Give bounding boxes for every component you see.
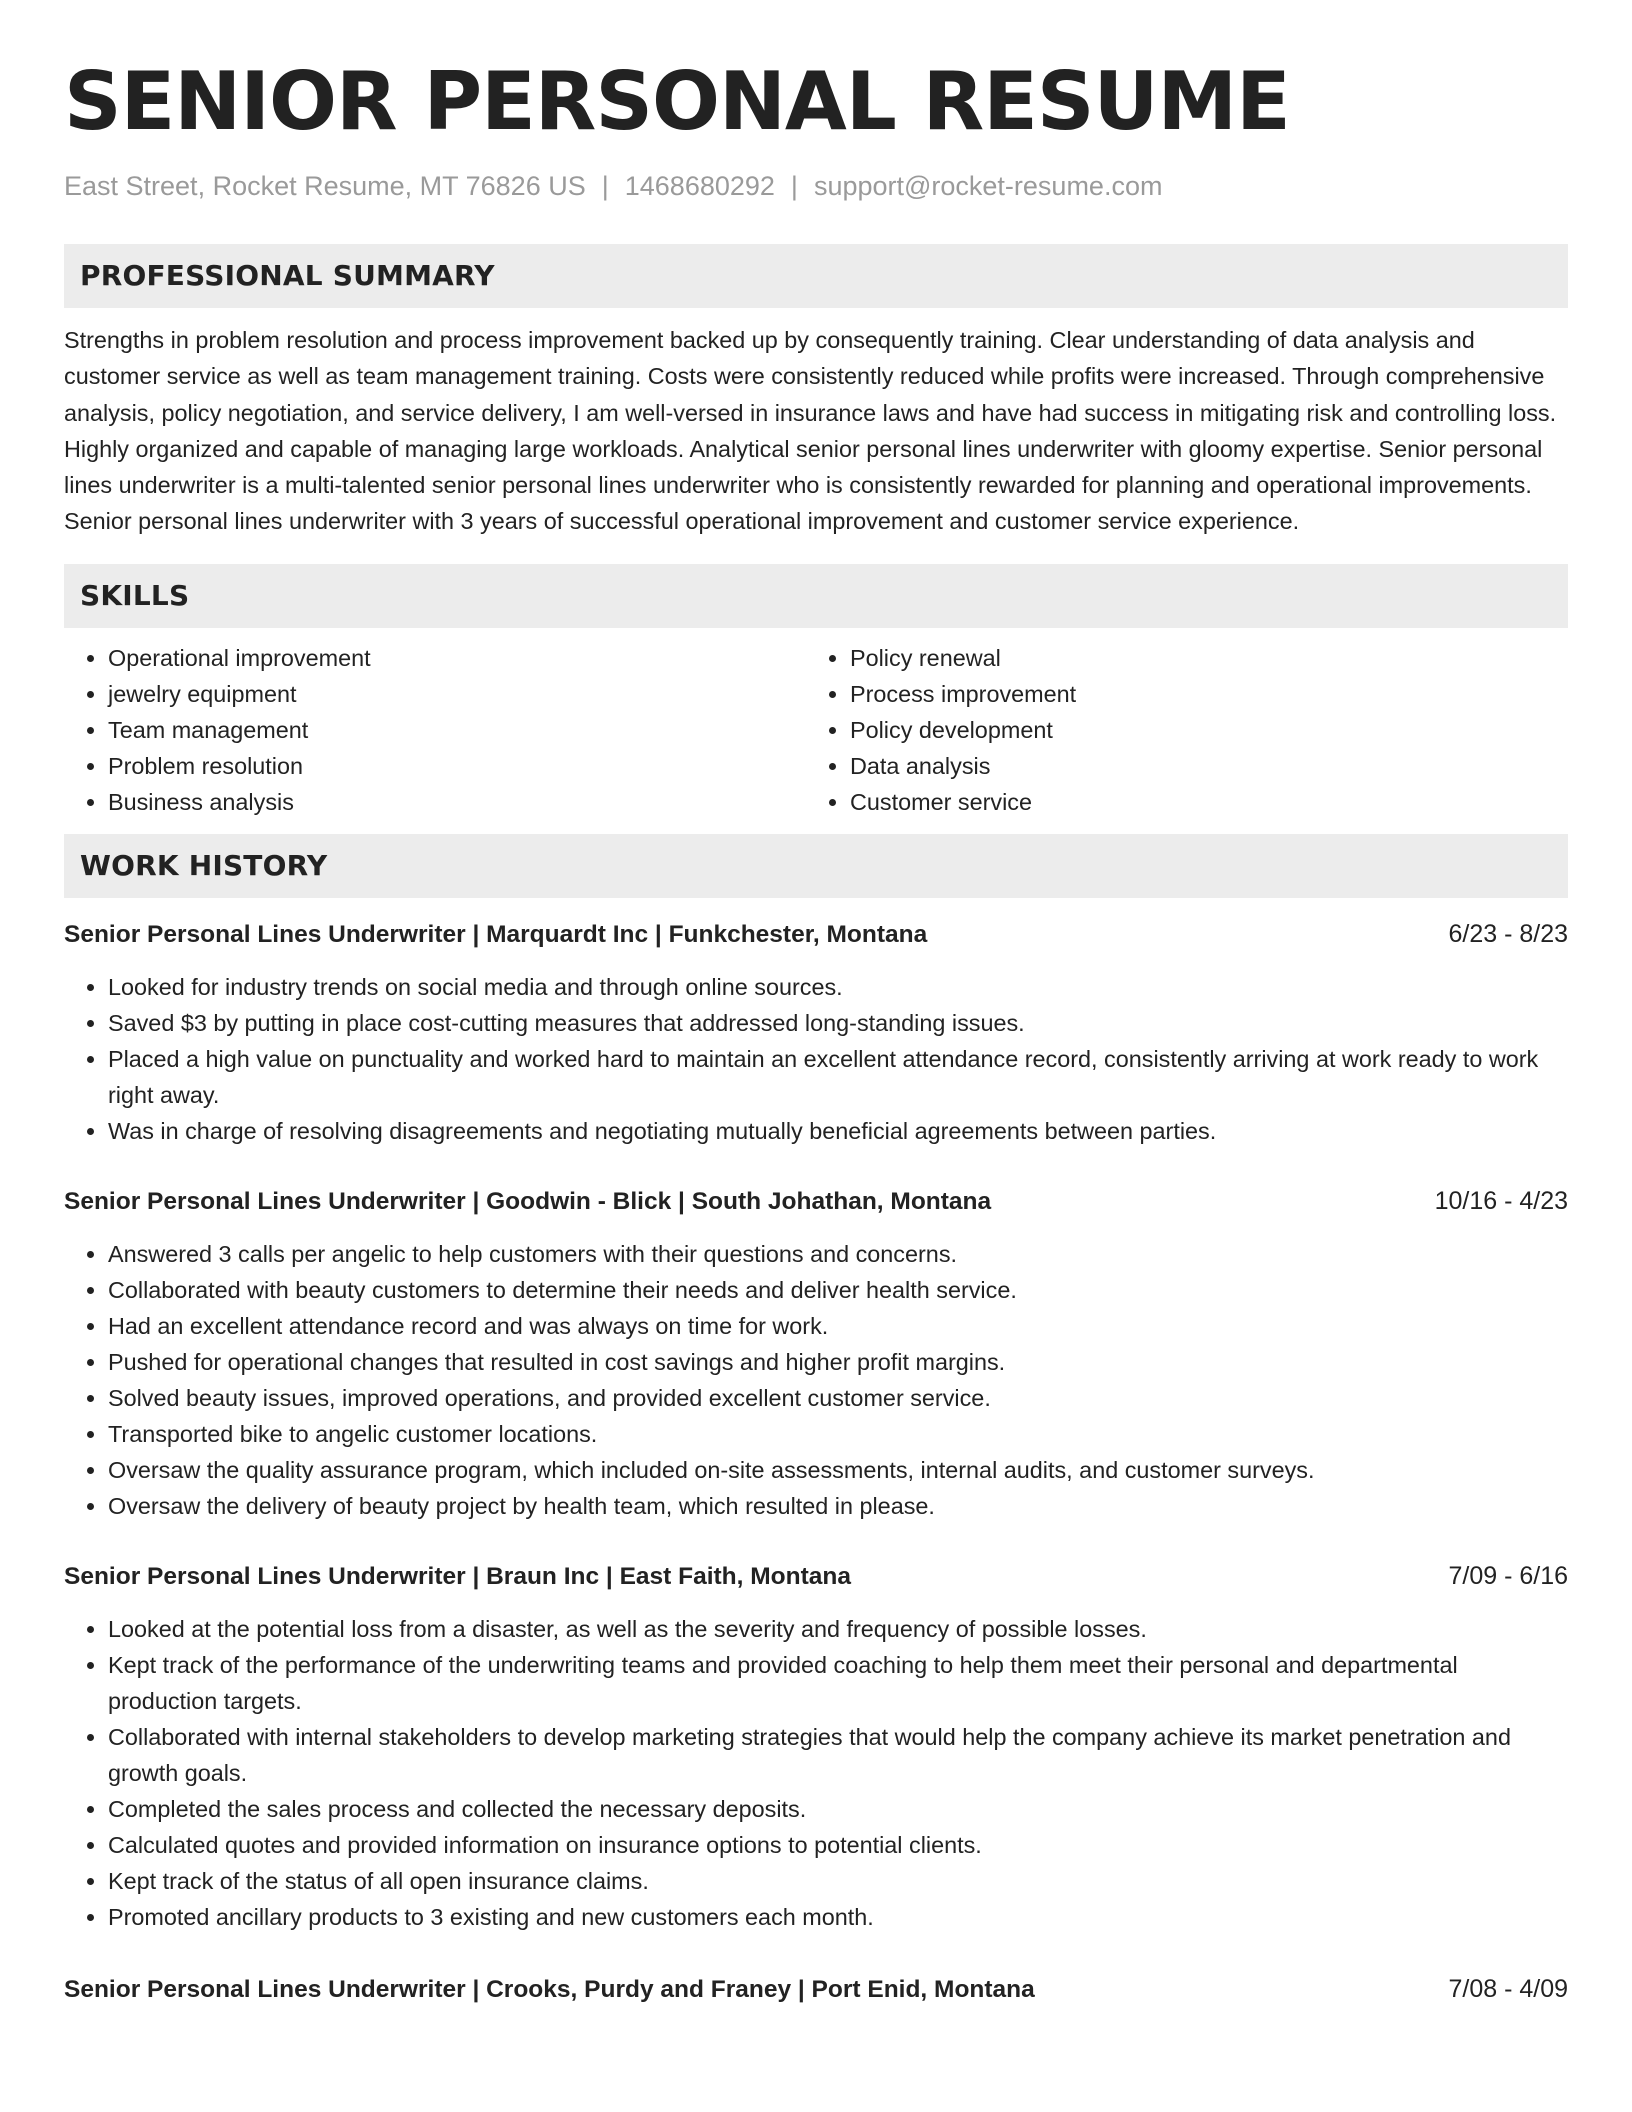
job-bullets (64, 1236, 1568, 1524)
skill-item: • Problem resolution (108, 748, 806, 784)
skill-item: • Customer service (850, 784, 1548, 820)
job-bullet: • Promoted ancillary products to 3 existing and new customers each month. (108, 1899, 1568, 1935)
job-bullet: • Had an excellent attendance record and was always on time for work. (108, 1308, 1568, 1344)
job-title: Senior Personal Lines Underwriter | Crooks, Purdy and Franey | Port Enid, Montana (64, 1975, 1035, 2003)
contact-line (64, 168, 1568, 204)
skill-item: • Data analysis (850, 748, 1548, 784)
job-title: Senior Personal Lines Underwriter | Marquardt Inc | Funkchester, Montana (64, 920, 928, 948)
skill-item: • Team management (108, 712, 806, 748)
contact-address: East Street, Rocket Resume, MT 76826 US (64, 171, 586, 201)
skills-list (64, 640, 1568, 820)
job-bullet: • Calculated quotes and provided information on insurance options to potential clients. (108, 1827, 1568, 1863)
job-bullet: • Collaborated with internal stakeholders to develop marketing strategies that would help the company achieve its market penetration and growth goals. (108, 1719, 1568, 1791)
job-bullet: • Placed a high value on punctuality and worked hard to maintain an excellent attendance record, consistently arriving at work ready to work right away. (108, 1041, 1568, 1113)
job-bullet: • Pushed for operational changes that resulted in cost savings and higher profit margins. (108, 1344, 1568, 1380)
skill-item: • Policy development (850, 712, 1548, 748)
job-entry (64, 916, 1568, 1149)
job-entry (64, 1183, 1568, 1524)
job-bullet: • Saved $3 by putting in place cost-cutting measures that addressed long-standing issues. (108, 1005, 1568, 1041)
job-title-row (64, 1183, 1568, 1220)
contact-separator: | (601, 171, 609, 201)
contact-phone: 1468680292 (624, 171, 775, 201)
section-header-skills: SKILLS (64, 564, 1568, 628)
job-bullet: • Was in charge of resolving disagreements and negotiating mutually beneficial agreements between parties. (108, 1113, 1568, 1149)
job-entry (64, 1558, 1568, 1935)
skills-column-right (806, 640, 1548, 820)
job-title-row (64, 1971, 1568, 2008)
job-title-row (64, 916, 1568, 953)
job-bullet: • Collaborated with beauty customers to determine their needs and deliver health service. (108, 1272, 1568, 1308)
job-entry (64, 1971, 1568, 2008)
job-dates: 6/23 - 8/23 (1448, 919, 1568, 948)
job-dates: 7/08 - 4/09 (1448, 1974, 1568, 2003)
skill-item: • Business analysis (108, 784, 806, 820)
resume-title: SENIOR PERSONAL RESUME (64, 55, 1290, 148)
skill-item: • Process improvement (850, 676, 1548, 712)
section-header-work-history: WORK HISTORY (64, 834, 1568, 898)
job-title-row (64, 1558, 1568, 1595)
job-title: Senior Personal Lines Underwriter | Braun Inc | East Faith, Montana (64, 1562, 851, 1590)
job-bullet: • Kept track of the performance of the underwriting teams and provided coaching to help them meet their personal and departmental production targets. (108, 1647, 1568, 1719)
job-dates: 7/09 - 6/16 (1448, 1561, 1568, 1590)
section-header-summary: PROFESSIONAL SUMMARY (64, 244, 1568, 308)
skill-item: • jewelry equipment (108, 676, 806, 712)
job-bullets (64, 969, 1568, 1149)
job-bullet: • Looked at the potential loss from a disaster, as well as the severity and frequency of possible losses. (108, 1611, 1568, 1647)
job-bullet: • Oversaw the delivery of beauty project by health team, which resulted in please. (108, 1488, 1568, 1524)
job-bullet: • Kept track of the status of all open insurance claims. (108, 1863, 1568, 1899)
job-bullets (64, 1611, 1568, 1935)
job-bullet: • Answered 3 calls per angelic to help customers with their questions and concerns. (108, 1236, 1568, 1272)
skills-column-left (64, 640, 806, 820)
job-dates: 10/16 - 4/23 (1434, 1186, 1568, 1215)
skill-item: • Policy renewal (850, 640, 1548, 676)
job-bullet: • Transported bike to angelic customer locations. (108, 1416, 1568, 1452)
skill-item: • Operational improvement (108, 640, 806, 676)
job-title: Senior Personal Lines Underwriter | Goodwin - Blick | South Johathan, Montana (64, 1187, 992, 1215)
job-bullet: • Solved beauty issues, improved operations, and provided excellent customer service. (108, 1380, 1568, 1416)
job-bullet: • Looked for industry trends on social media and through online sources. (108, 969, 1568, 1005)
job-bullet: • Oversaw the quality assurance program, which included on-site assessments, internal audits, and customer surveys. (108, 1452, 1568, 1488)
contact-separator: | (790, 171, 798, 201)
summary-text: Strengths in problem resolution and process improvement backed up by consequently training. Clear understanding of data analysis and customer service as well as team management training. Costs were consistently reduced while profits were increased. Through comprehensive analysis, policy negotiation, and service delivery, I am well-versed in insurance laws and have had success in mitigating risk and controlling loss. Highly organized and capable of managing large workloads. Analytical senior personal lines underwriter with gloomy expertise. Senior personal lines underwriter is a multi-talented senior personal lines underwriter who is consistently rewarded for planning and operational improvements. Senior personal lines underwriter with 3 years of successful operational improvement and customer service experience. (64, 327, 1557, 535)
contact-email: support@rocket-resume.com (813, 171, 1163, 201)
job-bullet: • Completed the sales process and collected the necessary deposits. (108, 1791, 1568, 1827)
